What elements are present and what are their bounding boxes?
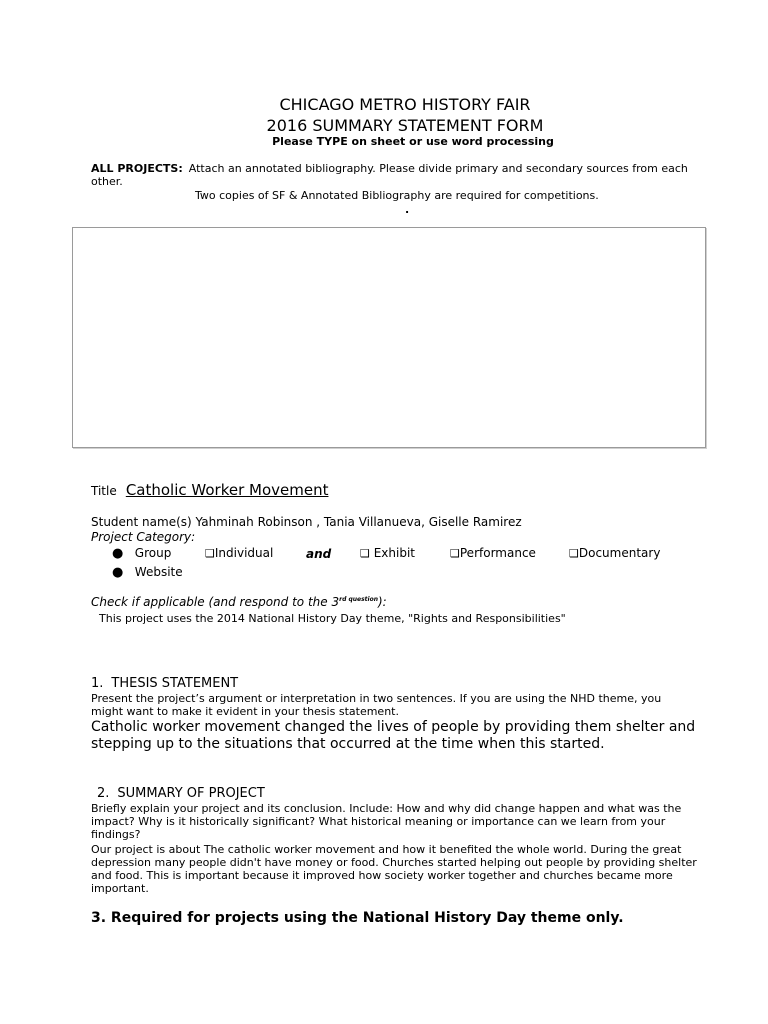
all-projects-label: ALL PROJECTS: [91, 162, 183, 175]
check-suffix: ): [377, 595, 387, 609]
form-subtitle: Please TYPE on sheet or use word processing [272, 135, 554, 148]
section-2-title: SUMMARY OF PROJECT [117, 786, 265, 801]
checkbox-icon: ❑ [205, 547, 215, 560]
category-option-website [112, 565, 183, 580]
filled-bullet-icon: ● [112, 565, 124, 580]
fair-title: CHICAGO METRO HISTORY FAIR [279, 95, 531, 114]
section-2-heading [97, 786, 265, 801]
copies-note: Two copies of SF & Annotated Bibliography are required for competitions. [195, 189, 599, 202]
section-1-instructions: Present the project’s argument or interpretation in two sentences. If you are using the NHD theme, you might want to make it evident in your thesis statement. [91, 692, 662, 718]
stray-period: . [405, 203, 410, 216]
section-1-number: 1. [91, 676, 104, 691]
and-connector: and [306, 547, 332, 561]
all-projects-instructions [91, 162, 716, 188]
project-category-label: Project Category: [91, 530, 196, 544]
blank-entry-box [72, 227, 706, 448]
option-group-label: Group [134, 546, 172, 560]
nhd-theme-statement: This project uses the 2014 National History Day theme, "Rights and Responsibilities" [99, 612, 566, 625]
filled-bullet-icon: ● [112, 546, 124, 561]
students-value: Yahminah Robinson , Tania Villanueva, Giselle Ramirez [195, 515, 522, 529]
category-option-group [112, 546, 171, 561]
form-title: 2016 SUMMARY STATEMENT FORM [266, 116, 544, 135]
option-performance-label: Performance [459, 546, 536, 560]
student-names-row [91, 515, 522, 529]
section-2-instructions: Briefly explain your project and its conclusion. Include: How and why did change happen and what was the impact? Why is it historically significant? What historical meaning or importance can we learn from your findings? [91, 802, 682, 841]
all-projects-text: Attach an annotated bibliography. Please divide primary and secondary sources from each other. [91, 162, 688, 188]
check-prefix: Check if applicable (and respond to the 3 [91, 595, 340, 609]
section-3-heading: 3. Required for projects using the National History Day theme only. [91, 910, 624, 926]
category-option-performance [450, 546, 536, 560]
section-2-number: 2. [97, 786, 110, 801]
checkbox-icon: ❑ [569, 547, 579, 560]
section-1-answer: Catholic worker movement changed the lives of people by providing them shelter and stepping up to the situations that occurred at the time when this started. [91, 719, 696, 752]
checkbox-icon: ❑ [360, 547, 370, 560]
checkbox-icon: ❑ [450, 547, 460, 560]
section-1-title: THESIS STATEMENT [111, 676, 239, 691]
check-superscript: rd question [339, 596, 378, 603]
category-option-exhibit [360, 546, 415, 560]
category-option-documentary [569, 546, 660, 560]
project-title-row [91, 480, 328, 499]
category-option-individual [205, 546, 273, 560]
title-label: Title [91, 484, 117, 498]
section-1-heading [91, 676, 238, 691]
option-exhibit-label: Exhibit [373, 546, 415, 560]
project-title-value: Catholic Worker Movement [125, 481, 329, 499]
check-if-applicable [91, 595, 387, 609]
section-2-answer: Our project is about The catholic worker movement and how it benefited the whole world. During the great depression many people didn't have money or food. Churches started helping out people by providing shelter and food. This is important because it improved how society worker together and churches became more important. [91, 843, 697, 895]
students-label: Student name(s) [91, 515, 192, 529]
option-documentary-label: Documentary [578, 546, 661, 560]
option-individual-label: Individual [214, 546, 274, 560]
option-website-label: Website [134, 565, 183, 579]
